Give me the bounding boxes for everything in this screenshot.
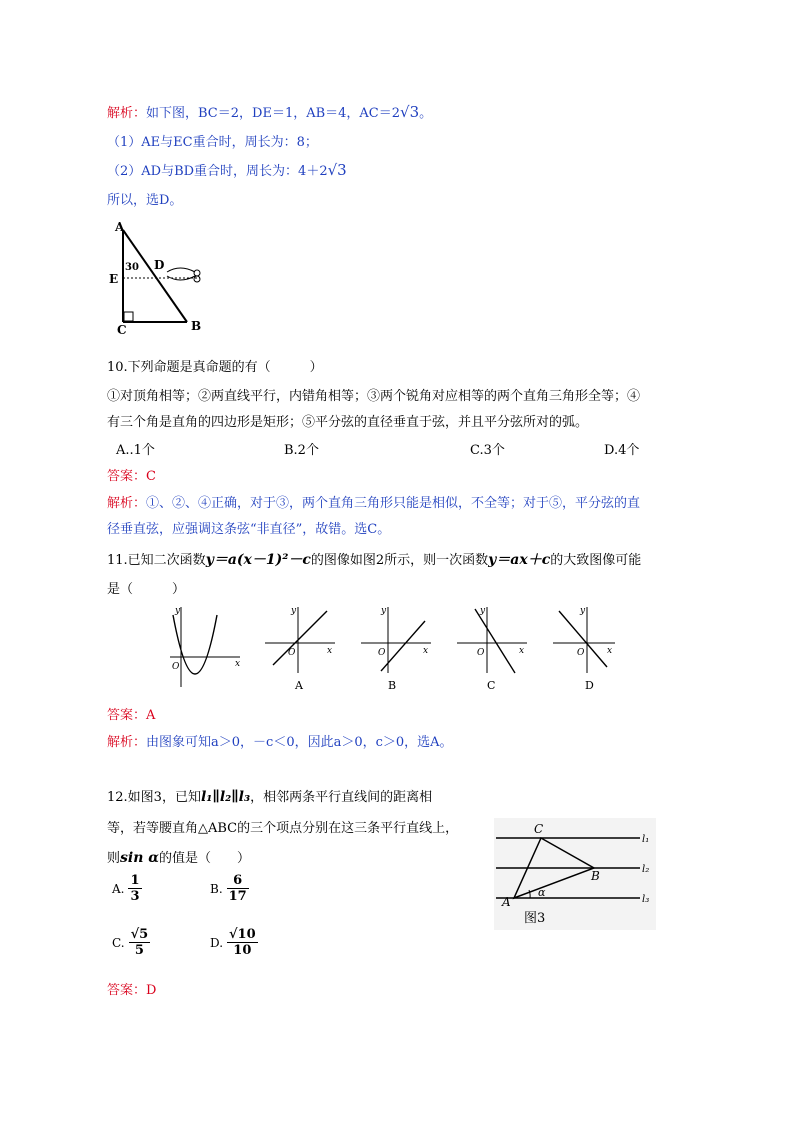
axis-x: x (235, 659, 241, 669)
numerator: √10 (229, 927, 256, 942)
stem-text: 的值是（ ） (159, 851, 251, 866)
q11-answer (107, 704, 155, 723)
label-l3: l₃ (642, 894, 650, 905)
stem-text: ，相邻两条平行直线间的距离相 (250, 790, 433, 805)
option-label: A. (112, 881, 125, 896)
q9-analysis-line2: （1）AE与EC重合时，周长为：8； (107, 135, 318, 150)
label-D: D (154, 258, 165, 272)
q10-option-b: B.2个 (284, 443, 319, 458)
label-angle-30: 30 (125, 262, 139, 273)
q11-stem-line1 (107, 549, 641, 569)
q12-answer (107, 979, 156, 998)
q9-analysis-line3 (107, 160, 347, 179)
q12-stem-line2: 等，若等腰直角△ABC的三个项点分别在这三条平行直线上， (107, 821, 459, 836)
q10-body-line2: 有三个角是直角的四边形是矩形；⑤平分弦的直径垂直于弦，并且平分弦所对的弧。 (107, 415, 589, 430)
q11-graphs (165, 603, 615, 695)
label-alpha: α (538, 886, 546, 899)
q12-stem-line3 (107, 847, 250, 866)
q11-analysis (107, 731, 453, 750)
q10-analysis-line2: 径垂直弦，应强调这条弦“非直径”，故错。选C。 (107, 522, 391, 537)
parabola-graph (170, 606, 240, 687)
stem-text: 的大致图像可能 (550, 553, 642, 568)
q10-stem: 10.下列命题是真命题的有（ ） (107, 360, 323, 375)
answer-value: D (146, 983, 157, 998)
denominator: 10 (233, 943, 252, 958)
label-B: B (191, 319, 202, 333)
axis-y: y (381, 606, 387, 616)
parallel-lines-formula: l₁∥l₂∥l₃ (200, 789, 251, 805)
numerator: 1 (130, 873, 140, 888)
q9-analysis-line1 (107, 102, 432, 121)
numerator: 6 (227, 873, 249, 889)
fraction (129, 927, 151, 958)
axis-y: y (175, 606, 181, 616)
label-C: C (117, 323, 127, 336)
axis-x: x (607, 646, 613, 656)
answer-label: 答案： (107, 469, 147, 484)
q10-option-a: A..1个 (116, 443, 155, 458)
graph-a (265, 606, 335, 692)
denominator: 5 (134, 943, 144, 958)
sqrt3: √3 (327, 161, 347, 179)
option-label: B. (210, 881, 223, 896)
label-c: C (534, 822, 544, 836)
axis-y: y (480, 606, 486, 616)
answer-value: C (146, 469, 156, 484)
analysis-label: 解析： (107, 735, 147, 750)
q12-stem-line1 (107, 786, 432, 805)
period: 。 (419, 106, 433, 121)
q10-analysis-line1 (107, 492, 640, 511)
origin: O (378, 648, 386, 658)
denominator: 3 (130, 889, 140, 904)
stem-text: 12.如图3，已知 (107, 790, 201, 805)
linear-formula: y＝ax＋c (488, 552, 551, 568)
origin: O (477, 648, 485, 658)
graph-d (553, 606, 615, 692)
answer-label: 答案： (107, 983, 147, 998)
analysis-text: （2）AD与BD重合时，周长为：4＋2 (107, 164, 328, 179)
graph-label-c: C (487, 679, 496, 692)
origin: O (288, 648, 296, 658)
fraction (128, 873, 141, 904)
graph-c (457, 606, 527, 692)
graph-label-a: A (295, 679, 303, 692)
denominator: 17 (228, 889, 247, 904)
fraction (227, 873, 249, 904)
q12-option-a (112, 873, 142, 904)
fraction (227, 927, 258, 958)
label-E: E (109, 272, 119, 286)
label-b: B (591, 869, 600, 883)
numerator: √5 (130, 927, 149, 942)
analysis-label: 解析： (107, 106, 147, 121)
graph-label-b: B (388, 679, 397, 692)
quadratic-formula: y＝a(x－1)²－c (205, 552, 311, 568)
q12-option-c (112, 927, 150, 958)
label-l1: l₁ (642, 834, 650, 845)
graph-b (361, 606, 431, 692)
answer-value: A (146, 708, 156, 723)
stem-text: 11.已知二次函数 (107, 553, 206, 568)
q12-option-b (210, 873, 249, 904)
q12-figure (494, 818, 656, 930)
label-a: A (502, 895, 511, 909)
analysis-text: 由图象可知a＞0，－c＜0，因此a＞0，c＞0，选A。 (146, 735, 453, 750)
analysis-text: 如下图，BC＝2，DE＝1，AB＝4，AC＝2 (146, 106, 401, 121)
q10-option-c: C.3个 (470, 443, 505, 458)
q11-stem-line2: 是（ ） (107, 582, 186, 597)
stem-text: 的图像如图2所示，则一次函数 (310, 553, 489, 568)
figure-caption: 图3 (524, 911, 546, 926)
q10-answer (107, 465, 156, 484)
q12-option-d (210, 927, 258, 958)
axis-x: x (327, 646, 333, 656)
q10-body-line1: ①对顶角相等；②两直线平行，内错角相等；③两个锐角对应相等的两个直角三角形全等；④ (107, 389, 641, 404)
axis-x: x (519, 646, 525, 656)
label-A: A (115, 220, 125, 234)
analysis-text: ①、②、④正确，对于③，两个直角三角形只能是相似，不全等；对于⑤，平分弦的直 (146, 496, 641, 511)
origin: O (577, 648, 585, 658)
axis-y: y (580, 606, 586, 616)
q10-option-d: D.4个 (604, 443, 640, 458)
q9-triangle-figure (105, 218, 210, 336)
graph-label-d: D (585, 679, 594, 692)
analysis-label: 解析： (107, 496, 147, 511)
axis-x: x (423, 646, 429, 656)
stem-text: 则 (107, 851, 121, 866)
sin-alpha: sin α (120, 850, 160, 866)
axis-y: y (291, 606, 297, 616)
q9-analysis-line4: 所以，选D。 (107, 193, 183, 208)
origin: O (172, 662, 180, 672)
option-label: D. (210, 935, 224, 950)
label-l2: l₂ (642, 864, 650, 875)
sqrt3: √3 (400, 103, 420, 121)
option-label: C. (112, 935, 125, 950)
answer-label: 答案： (107, 708, 147, 723)
